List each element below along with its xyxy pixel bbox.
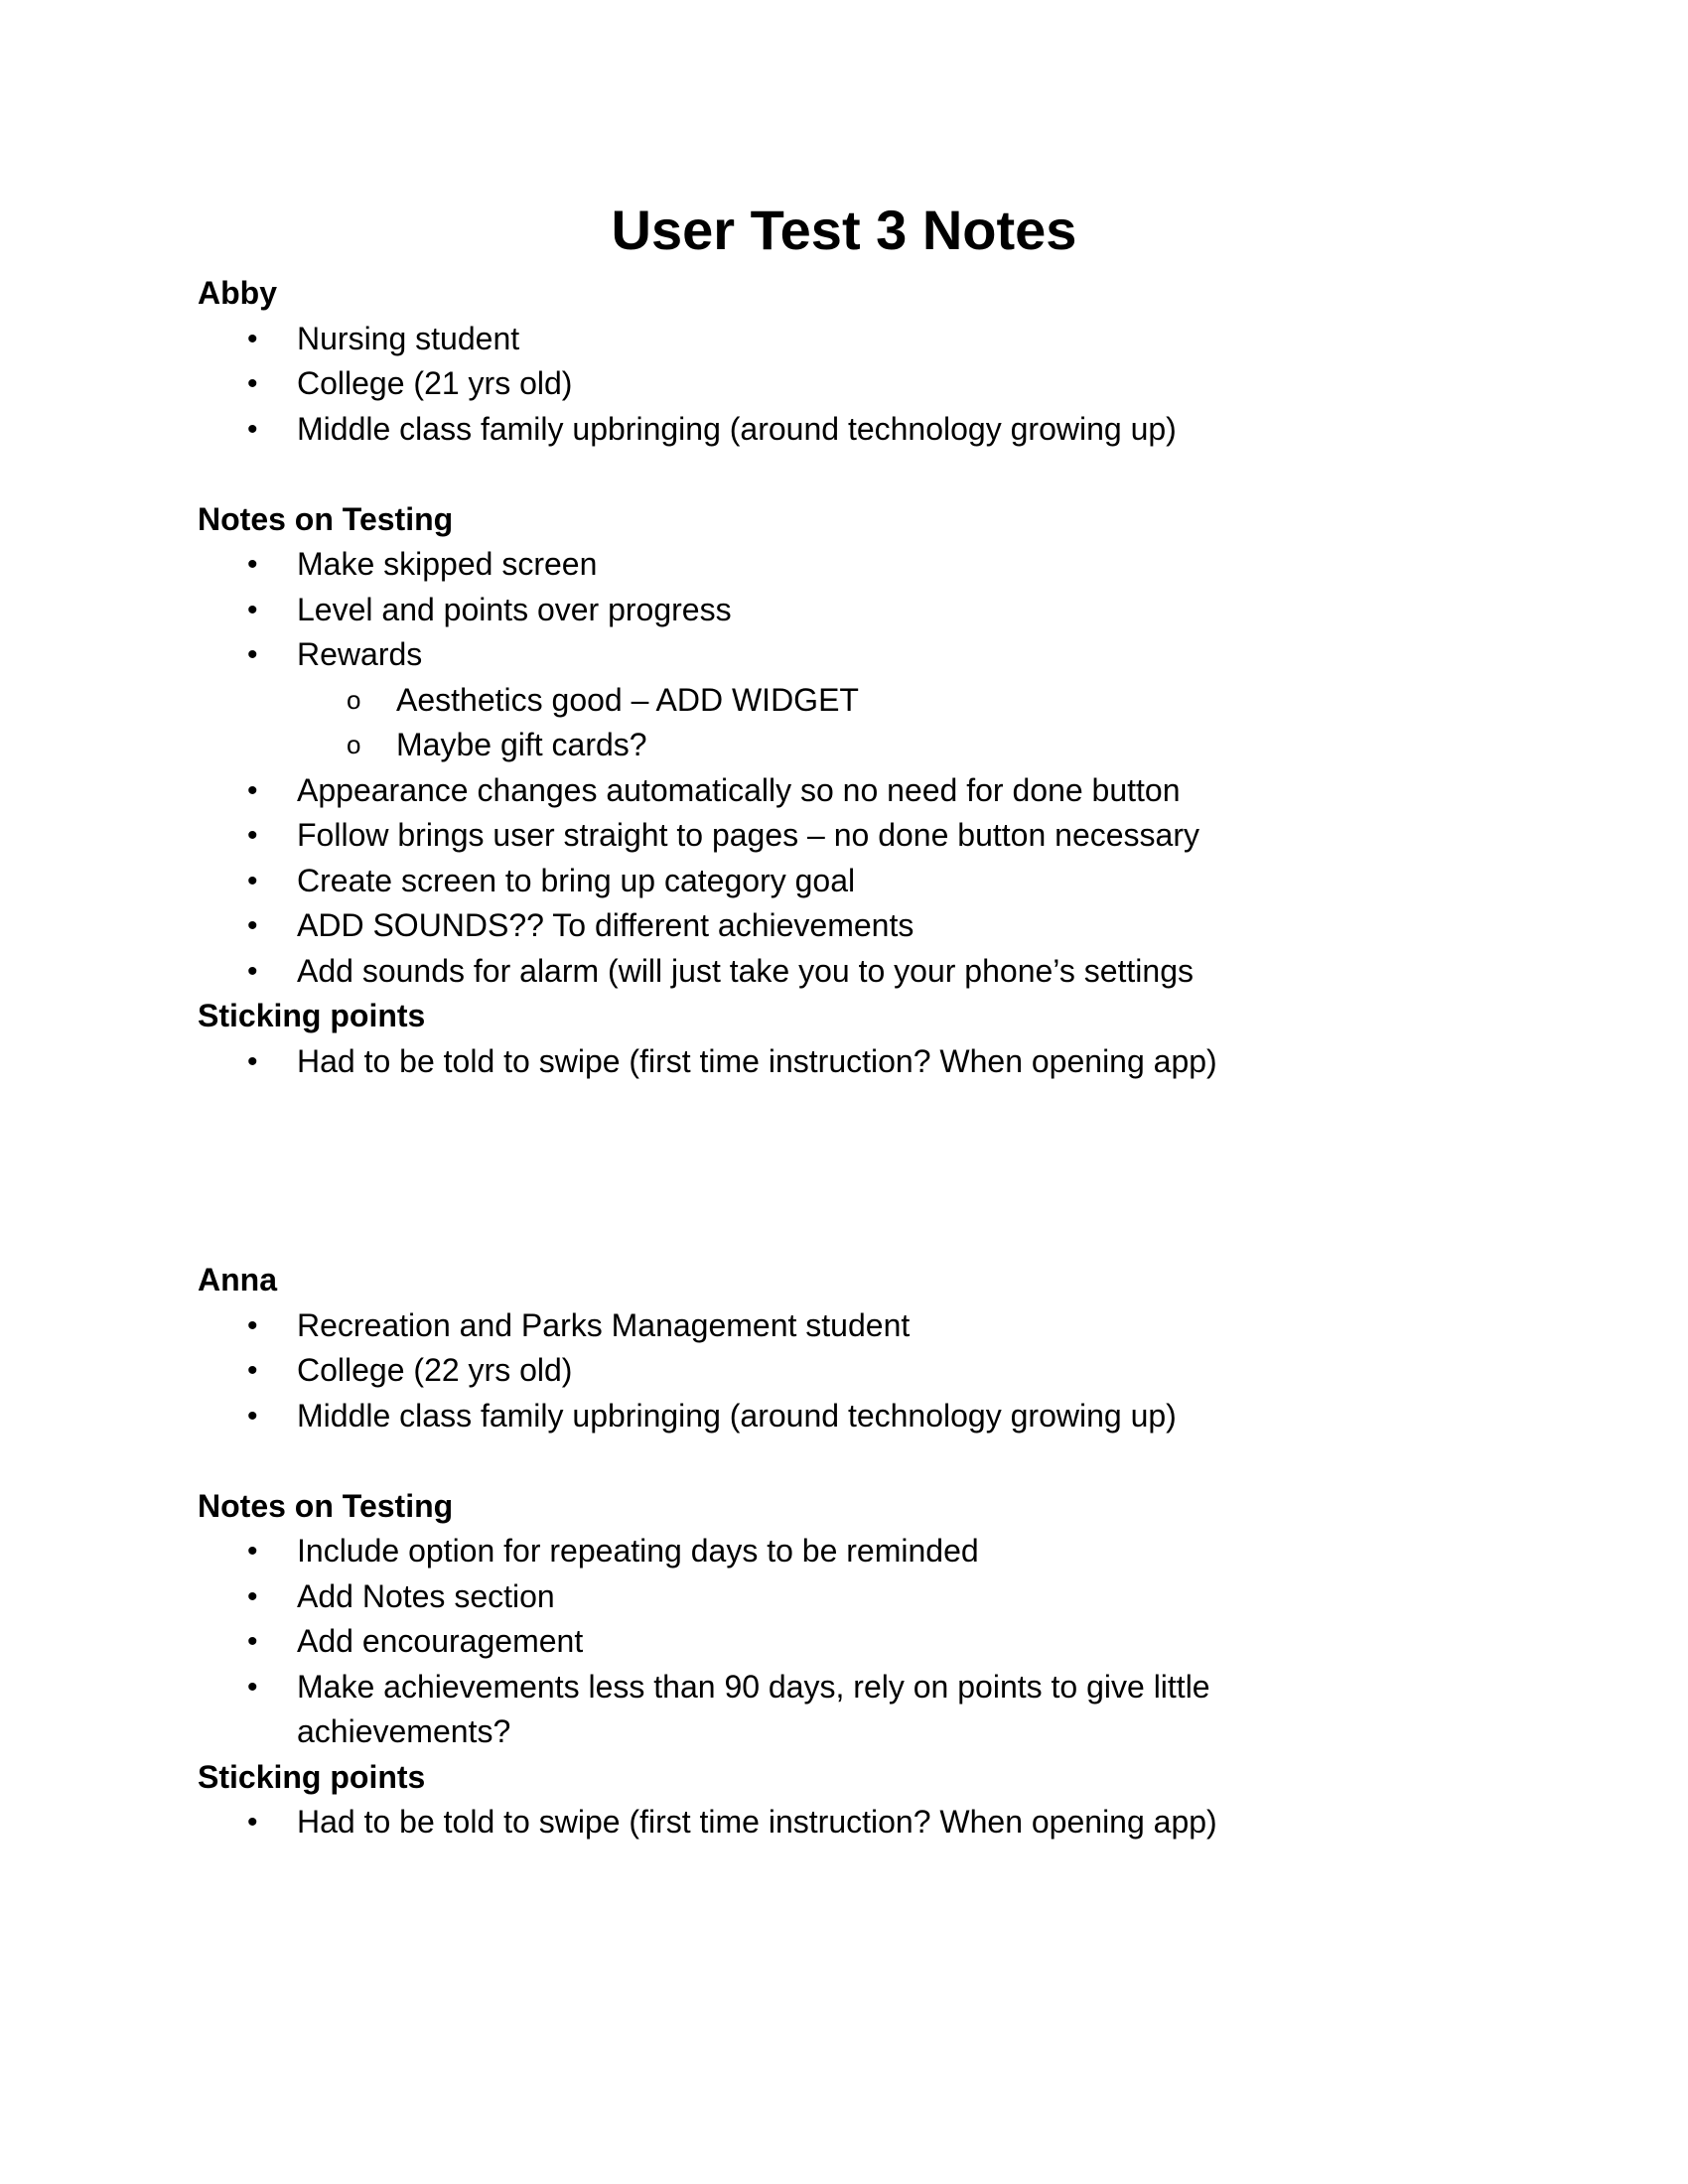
section-heading: Notes on Testing <box>198 1487 454 1524</box>
list-item: • ADD SOUNDS?? To different achievements <box>198 903 1488 949</box>
section-heading: Sticking points <box>198 998 426 1033</box>
section-heading: Sticking points <box>198 1758 426 1795</box>
list-item: • Middle class family upbringing (around technology growing up) <box>198 407 1488 453</box>
list-item: • Follow brings user straight to pages – no done button necessary <box>198 813 1488 859</box>
list-item: • Appearance changes automatically so no need for done button <box>198 768 1488 814</box>
list-item: • Include option for repeating days to be reminded <box>198 1529 1488 1574</box>
list-item: • Level and points over progress <box>198 588 1488 633</box>
participant-name: Abby <box>198 275 277 311</box>
list-item: • Add sounds for alarm (will just take you to your phone’s settings <box>198 949 1488 995</box>
participant-section-anna <box>198 1258 1488 1845</box>
list-item: • Make skipped screen <box>198 542 1488 588</box>
list-item: • Nursing student <box>198 317 1488 362</box>
sub-list-item: o Maybe gift cards? <box>198 723 1488 768</box>
participant-section-abby <box>198 271 1488 1084</box>
notes-list <box>198 1529 1488 1755</box>
participant-profile-list <box>198 317 1488 453</box>
list-item: • Make achievements less than 90 days, rely on points to give little achievements? <box>198 1665 1290 1755</box>
list-item: • Had to be told to swipe (first time instruction? When opening app) <box>198 1800 1488 1845</box>
section-heading: Notes on Testing <box>198 500 454 537</box>
participant-profile-list <box>198 1303 1488 1439</box>
list-item: • Middle class family upbringing (around technology growing up) <box>198 1394 1488 1439</box>
list-item: • Recreation and Parks Management student <box>198 1303 1488 1349</box>
page-title: User Test 3 Notes <box>611 199 1077 261</box>
sticking-points-list <box>198 1800 1488 1845</box>
list-item: • College (21 yrs old) <box>198 361 1488 407</box>
list-item: • Add encouragement <box>198 1619 1488 1665</box>
list-item: • Add Notes section <box>198 1574 1488 1620</box>
participant-name: Anna <box>198 1262 277 1297</box>
notes-list <box>198 542 1488 994</box>
sub-list-item: o Aesthetics good – ADD WIDGET <box>198 678 1488 724</box>
list-item: • Rewards <box>198 632 1488 678</box>
sticking-points-list <box>198 1039 1488 1085</box>
list-item: • Had to be told to swipe (first time instruction? When opening app) <box>198 1039 1488 1085</box>
list-item: • Create screen to bring up category goal <box>198 859 1488 904</box>
list-item: • College (22 yrs old) <box>198 1348 1488 1394</box>
